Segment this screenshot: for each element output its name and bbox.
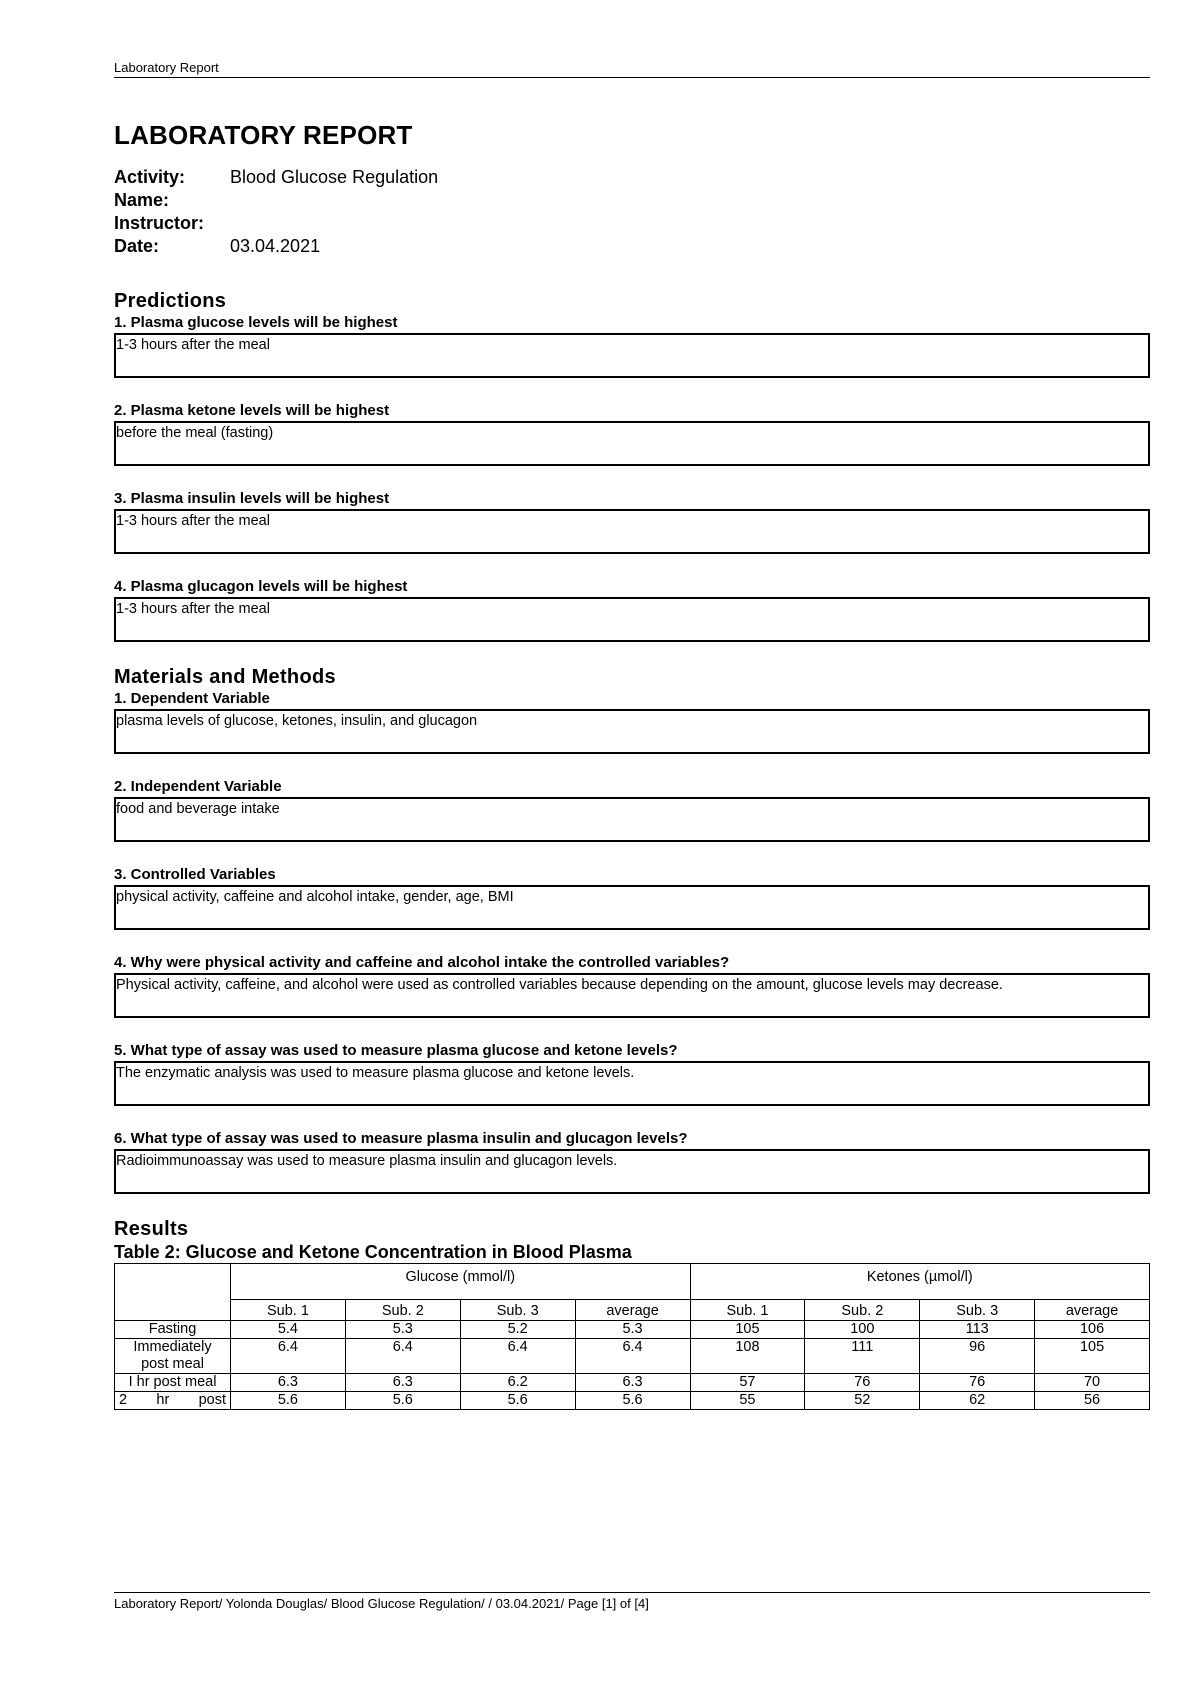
prediction-item (114, 401, 1150, 466)
methods-section (114, 665, 1150, 1194)
answer-box[interactable]: Physical activity, caffeine, and alcohol were used as controlled variables because depending on the amount, glucose levels may decrease. (114, 973, 1150, 1018)
answer-box[interactable]: physical activity, caffeine and alcohol intake, gender, age, BMI (114, 885, 1150, 930)
question-label: 4. Plasma glucagon levels will be highest (114, 578, 408, 595)
table-cell: 6.4 (575, 1339, 690, 1374)
meta-label: Date: (114, 236, 160, 256)
answer-box[interactable]: plasma levels of glucose, ketones, insulin, and glucagon (114, 709, 1150, 754)
table-row (115, 1321, 1150, 1339)
meta-value: 03.04.2021 (230, 236, 321, 256)
meta-label: Name: (114, 190, 170, 210)
meta-label: Activity: (114, 167, 186, 187)
predictions-section (114, 289, 1150, 642)
results-table (114, 1263, 1150, 1410)
question-label: 5. What type of assay was used to measure plasma glucose and ketone levels? (114, 1042, 678, 1059)
table-row (115, 1392, 1150, 1410)
table-cell: 5.6 (575, 1392, 690, 1410)
table-cell: 5.4 (231, 1321, 346, 1339)
report-title: LABORATORY REPORT (114, 120, 413, 150)
table-cell: 108 (690, 1339, 805, 1374)
table-cell: 113 (920, 1321, 1035, 1339)
answer-box[interactable]: before the meal (fasting) (114, 421, 1150, 466)
answer-box[interactable]: 1-3 hours after the meal (114, 509, 1150, 554)
question-label: 3. Plasma insulin levels will be highest (114, 490, 390, 507)
row-label: 2 hr post (115, 1392, 231, 1410)
column-header: Sub. 2 (345, 1300, 460, 1321)
table-cell: 5.2 (460, 1321, 575, 1339)
row-label: Immediately post meal (115, 1339, 231, 1374)
table-cell: 96 (920, 1339, 1035, 1374)
row-label: I hr post meal (115, 1374, 231, 1392)
meta-row-activity (114, 167, 1150, 190)
section-heading: Materials and Methods (114, 666, 336, 688)
answer-box[interactable]: 1-3 hours after the meal (114, 333, 1150, 378)
table-sub-header-row (115, 1300, 1150, 1321)
table-cell: 76 (920, 1374, 1035, 1392)
table-cell: 6.4 (460, 1339, 575, 1374)
running-footer: Laboratory Report/ Yolonda Douglas/ Blood Glucose Regulation/ / 03.04.2021/ Page [1] of [4] (114, 1592, 1150, 1611)
table-cell: 111 (805, 1339, 920, 1374)
question-label: 6. What type of assay was used to measure plasma insulin and glucagon levels? (114, 1130, 688, 1147)
meta-label: Instructor: (114, 213, 204, 233)
column-header: Sub. 3 (920, 1300, 1035, 1321)
table-cell: 5.6 (231, 1392, 346, 1410)
report-meta (114, 167, 1150, 259)
column-header: Sub. 1 (231, 1300, 346, 1321)
prediction-item (114, 489, 1150, 554)
table-cell: 105 (690, 1321, 805, 1339)
table-title: Table 2: Glucose and Ketone Concentration in Blood Plasma (114, 1242, 632, 1262)
table-cell: 55 (690, 1392, 805, 1410)
group-header-glucose: Glucose (mmol/l) (231, 1264, 691, 1300)
answer-box[interactable]: The enzymatic analysis was used to measure plasma glucose and ketone levels. (114, 1061, 1150, 1106)
method-item (114, 1129, 1150, 1194)
table-cell: 5.3 (345, 1321, 460, 1339)
method-item (114, 1041, 1150, 1106)
method-item (114, 953, 1150, 1018)
table-cell: 62 (920, 1392, 1035, 1410)
method-item (114, 865, 1150, 930)
table-cell: 106 (1035, 1321, 1150, 1339)
table-row (115, 1339, 1150, 1374)
table-cell: 6.2 (460, 1374, 575, 1392)
column-header: average (1035, 1300, 1150, 1321)
question-label: 2. Independent Variable (114, 778, 282, 795)
report-page (114, 60, 1150, 1410)
answer-box[interactable]: food and beverage intake (114, 797, 1150, 842)
table-cell: 6.3 (231, 1374, 346, 1392)
table-row (115, 1374, 1150, 1392)
column-header: Sub. 3 (460, 1300, 575, 1321)
table-cell: 6.4 (231, 1339, 346, 1374)
row-label: Fasting (115, 1321, 231, 1339)
table-corner-cell (115, 1264, 231, 1321)
method-item (114, 777, 1150, 842)
meta-row-name (114, 190, 1150, 213)
table-group-header-row (115, 1264, 1150, 1300)
table-cell: 76 (805, 1374, 920, 1392)
running-header: Laboratory Report (114, 60, 1150, 78)
meta-row-date (114, 236, 1150, 259)
table-cell: 57 (690, 1374, 805, 1392)
results-section (114, 1217, 1150, 1410)
question-label: 1. Dependent Variable (114, 690, 270, 707)
table-cell: 6.3 (345, 1374, 460, 1392)
prediction-item (114, 577, 1150, 642)
section-heading: Predictions (114, 290, 227, 312)
table-cell: 6.3 (575, 1374, 690, 1392)
table-cell: 5.6 (460, 1392, 575, 1410)
meta-value: Blood Glucose Regulation (230, 167, 439, 187)
column-header: Sub. 1 (690, 1300, 805, 1321)
question-label: 1. Plasma glucose levels will be highest (114, 314, 398, 331)
column-header: Sub. 2 (805, 1300, 920, 1321)
table-cell: 56 (1035, 1392, 1150, 1410)
table-cell: 100 (805, 1321, 920, 1339)
group-header-ketones: Ketones (µmol/l) (690, 1264, 1150, 1300)
table-cell: 52 (805, 1392, 920, 1410)
table-cell: 5.6 (345, 1392, 460, 1410)
answer-box[interactable]: 1-3 hours after the meal (114, 597, 1150, 642)
answer-box[interactable]: Radioimmunoassay was used to measure plasma insulin and glucagon levels. (114, 1149, 1150, 1194)
method-item (114, 689, 1150, 754)
question-label: 2. Plasma ketone levels will be highest (114, 402, 390, 419)
prediction-item (114, 313, 1150, 378)
table-cell: 5.3 (575, 1321, 690, 1339)
section-heading: Results (114, 1218, 189, 1240)
table-cell: 105 (1035, 1339, 1150, 1374)
column-header: average (575, 1300, 690, 1321)
question-label: 4. Why were physical activity and caffeine and alcohol intake the controlled variables? (114, 954, 730, 971)
question-label: 3. Controlled Variables (114, 866, 276, 883)
meta-row-instructor (114, 213, 1150, 236)
table-cell: 70 (1035, 1374, 1150, 1392)
table-cell: 6.4 (345, 1339, 460, 1374)
